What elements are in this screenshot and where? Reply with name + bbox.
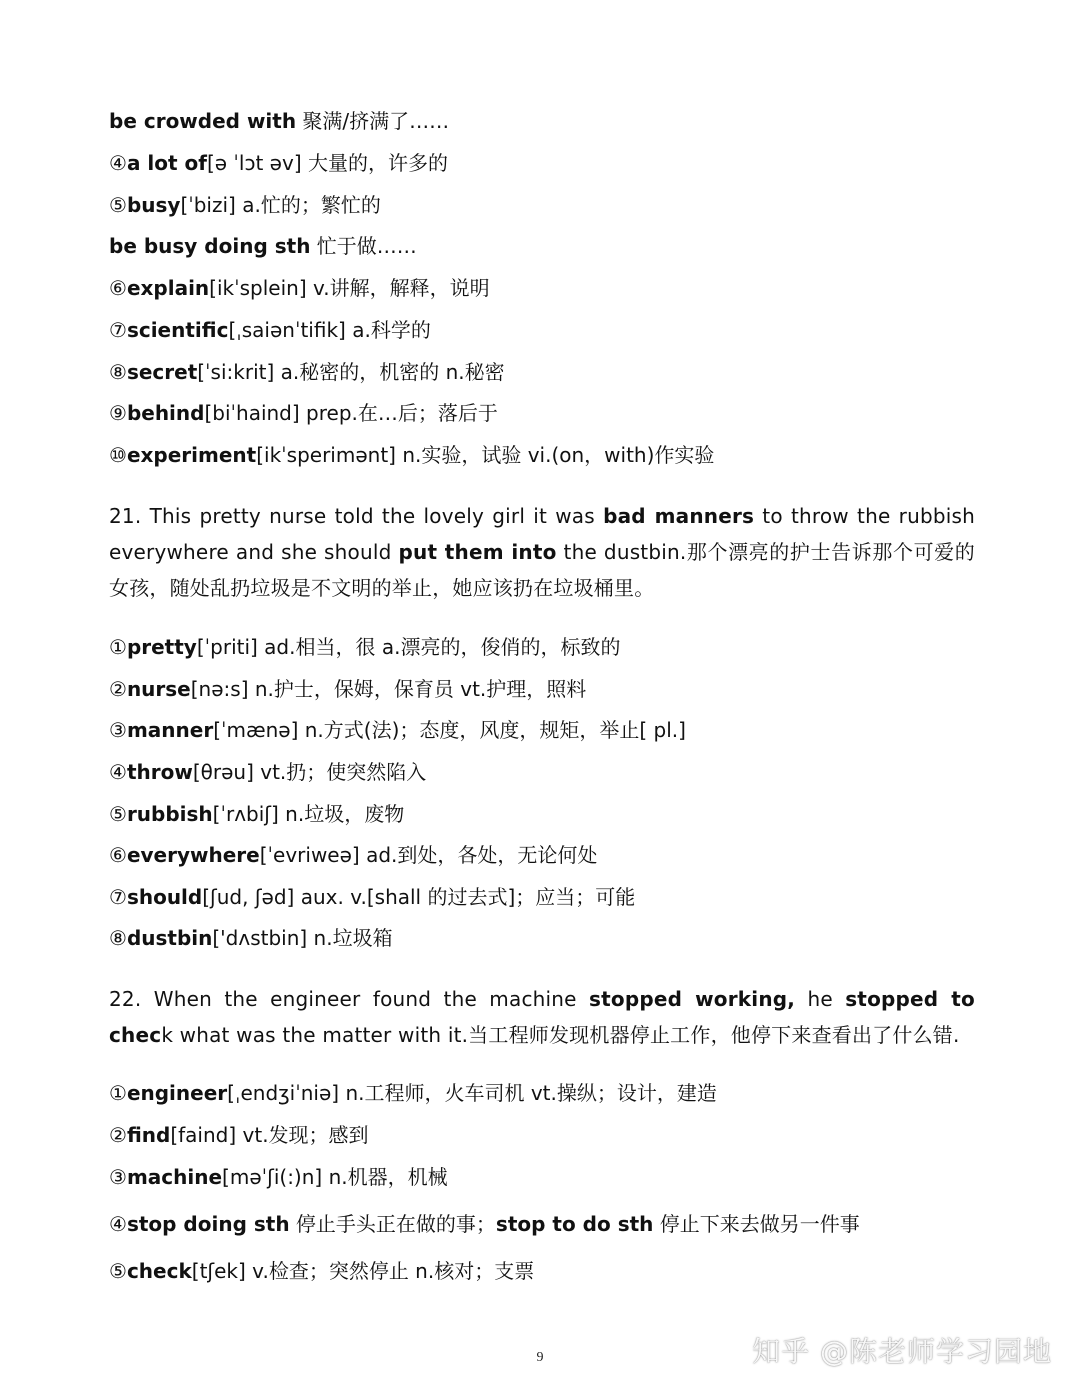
vocab-definition: [nə:s] n.护士，保姆，保育员 vt.护理，照料 xyxy=(190,677,587,701)
example-sentence-22 xyxy=(109,981,975,1053)
vocab-word: behind xyxy=(126,401,205,425)
item-number: ① xyxy=(109,1081,127,1105)
vocab-word: manner xyxy=(126,718,214,742)
item-number: ④ xyxy=(109,1212,127,1236)
item-number: ② xyxy=(109,1123,127,1147)
item-number: ⑥ xyxy=(109,276,127,300)
vocab-line xyxy=(109,275,979,301)
item-number: ⑩ xyxy=(109,443,127,467)
item-number: ④ xyxy=(109,760,127,784)
vocab-word: find xyxy=(126,1123,171,1147)
vocab-word: scientific xyxy=(126,318,229,342)
vocab-definition: [ˈsi:krit] a.秘密的，机密的 n.秘密 xyxy=(197,360,505,384)
vocab-word: throw xyxy=(126,760,193,784)
vocab-line xyxy=(109,801,979,827)
item-number: ⑤ xyxy=(109,802,127,826)
vocab-line xyxy=(109,842,979,868)
vocab-definition: 聚满/挤满了…… xyxy=(296,109,450,133)
vocab-definition: [biˈhaind] prep.在…后；落后于 xyxy=(204,401,498,425)
watermark: 知乎 @陈老师学习园地 xyxy=(752,1335,1052,1368)
vocab-word: check xyxy=(126,1259,192,1283)
vocab-word: machine xyxy=(126,1165,223,1189)
vocab-line xyxy=(109,634,979,660)
vocab-line xyxy=(109,233,979,259)
vocab-word: secret xyxy=(126,360,198,384)
item-number: ⑧ xyxy=(109,926,127,950)
vocab-line xyxy=(109,192,979,218)
vocab-line xyxy=(109,1164,979,1190)
sentence-text: to throw the rubbish everywhere and she should xyxy=(109,504,975,564)
vocab-phrase: be busy doing sth xyxy=(109,234,311,258)
item-number: ② xyxy=(109,677,127,701)
item-number: ① xyxy=(109,635,127,659)
vocab-definition: [ikˈsplein] v.讲解，解释，说明 xyxy=(209,276,490,300)
sentence-text: 22. When the engineer found the machine xyxy=(109,987,590,1011)
item-number: ⑧ xyxy=(109,360,127,384)
vocab-word: everywhere xyxy=(126,843,260,867)
vocab-line xyxy=(109,400,979,426)
item-number: ③ xyxy=(109,1165,127,1189)
vocab-line xyxy=(109,925,979,951)
vocab-word: nurse xyxy=(126,677,191,701)
vocab-line xyxy=(109,1122,979,1148)
vocab-definition: [θrəu] vt.扔；使突然陷入 xyxy=(192,760,427,784)
vocab-word: rubbish xyxy=(126,802,213,826)
vocab-line xyxy=(109,1258,979,1284)
key-phrase: stopped working, xyxy=(589,987,796,1011)
vocab-definition: [ˈmænə] n.方式(法)；态度，风度，规矩，举止[ pl.] xyxy=(213,718,686,742)
key-phrase: bad manners xyxy=(603,504,755,528)
vocab-definition: 停止下来去做另一件事 xyxy=(653,1212,860,1236)
vocab-word: explain xyxy=(126,276,210,300)
vocab-definition: [ikˈsperimənt] n.实验，试验 vi.(on，with)作实验 xyxy=(256,443,715,467)
item-number: ⑨ xyxy=(109,401,127,425)
vocab-definition: [ˌendʒiˈniə] n.工程师，火车司机 vt.操纵；设计，建造 xyxy=(227,1081,717,1105)
vocab-definition: ['dʌstbin] n.垃圾箱 xyxy=(212,926,393,950)
key-phrase: stopped to chec xyxy=(109,987,975,1047)
vocab-definition: [ˈrʌbiʃ] n.垃圾，废物 xyxy=(212,802,405,826)
vocab-word: should xyxy=(126,885,203,909)
sentence-text: the dustbin.那个漂亮的护士告诉那个可爱的女孩，随处乱扔垃圾是不文明的举止，她应该扔在垃圾桶里。 xyxy=(109,540,975,600)
vocab-line xyxy=(109,442,979,468)
vocab-word: pretty xyxy=(126,635,197,659)
vocab-line xyxy=(109,317,979,343)
vocab-line xyxy=(109,108,979,134)
vocab-line xyxy=(109,150,979,176)
vocab-definition: [məˈʃi(:)n] n.机器，机械 xyxy=(222,1165,448,1189)
vocab-word: a lot of xyxy=(126,151,207,175)
item-number: ⑦ xyxy=(109,885,127,909)
item-number: ④ xyxy=(109,151,127,175)
vocab-phrase: stop doing sth xyxy=(126,1212,290,1236)
vocab-word: experiment xyxy=(126,443,257,467)
vocab-phrase: stop to do sth xyxy=(495,1212,654,1236)
vocab-line xyxy=(109,1211,979,1237)
vocab-line xyxy=(109,676,979,702)
item-number: ⑦ xyxy=(109,318,127,342)
vocab-line xyxy=(109,759,979,785)
vocab-definition: 停止手头正在做的事； xyxy=(289,1212,496,1236)
vocab-definition: [ˈevriweə] ad.到处，各处，无论何处 xyxy=(259,843,598,867)
vocab-word: engineer xyxy=(126,1081,228,1105)
vocab-definition: [ʃud, ʃəd] aux. v.[shall 的过去式]；应当；可能 xyxy=(202,885,636,909)
vocab-word: dustbin xyxy=(126,926,213,950)
page-number: 9 xyxy=(536,1350,544,1365)
vocab-definition: [faind] vt.发现；感到 xyxy=(170,1123,369,1147)
vocab-definition: [ˈpriti] ad.相当，很 a.漂亮的，俊俏的，标致的 xyxy=(196,635,621,659)
vocab-word: busy xyxy=(126,193,181,217)
item-number: ⑥ xyxy=(109,843,127,867)
vocab-definition: [ˌsaiənˈtifik] a.科学的 xyxy=(228,318,431,342)
vocab-line xyxy=(109,884,979,910)
sentence-text: he xyxy=(795,987,846,1011)
example-sentence-21 xyxy=(109,498,975,606)
vocab-definition: [tʃek] v.检查；突然停止 n.核对；支票 xyxy=(191,1259,535,1283)
vocab-line xyxy=(109,1080,979,1106)
vocab-line xyxy=(109,359,979,385)
sentence-text: k what was the matter with it.当工程师发现机器停止工作，他停下来查看出了什么错. xyxy=(161,1023,960,1047)
item-number: ③ xyxy=(109,718,127,742)
vocab-definition: [ˈbizi] a.忙的；繁忙的 xyxy=(180,193,381,217)
item-number: ⑤ xyxy=(109,193,127,217)
item-number: ⑤ xyxy=(109,1259,127,1283)
vocab-definition: 忙于做…… xyxy=(310,234,417,258)
vocab-phrase: be crowded with xyxy=(109,109,297,133)
sentence-text: 21. This pretty nurse told the lovely girl it was xyxy=(109,504,604,528)
key-phrase: put them into xyxy=(398,540,557,564)
vocab-definition: [ə ˈlɔt əv] 大量的，许多的 xyxy=(206,151,448,175)
vocab-line xyxy=(109,717,979,743)
